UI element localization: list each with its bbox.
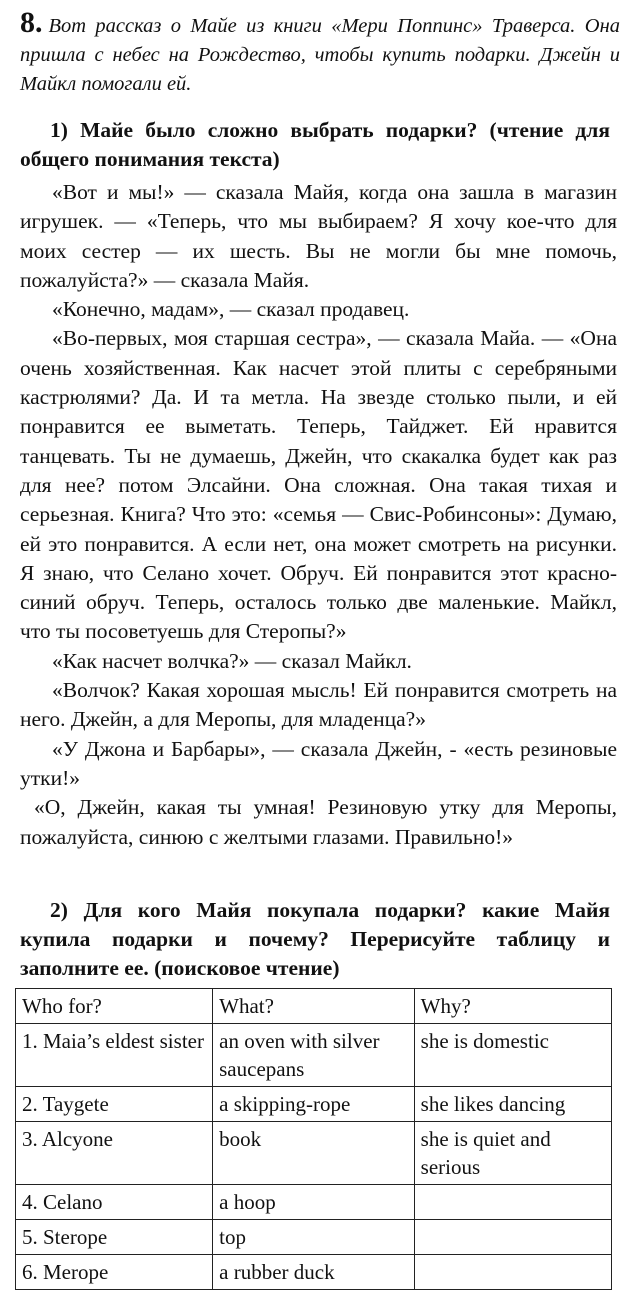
cell-who-for: 5. Sterope [16, 1220, 213, 1255]
cell-who-for: 2. Taygete [16, 1087, 213, 1122]
table-row [16, 1220, 612, 1255]
cell-why [414, 1255, 611, 1290]
story-paragraph: «Во-первых, моя старшая сестра», — сказала Майа. — «Она очень хозяйственная. Как насчет этой плиты с серебряными кастрюлями? Да. И та метла. На звезде столько пыли, и ей понравится ее выметать. Теперь, Тайджет. Ей нравится танцевать. Ты не думаешь, Джейн, что скакалка будет как раз для нее? потом Элсайни. Она сложная. Она такая тихая и серьезная. Книга? Что это: «семья — Свис-Робинсоны»: Думаю, ей это понравится. А если нет, она может смотреть на рисунки. Я знаю, что Селано хочет. Обруч. Ей понравится этот красно-синий обруч. Теперь, осталось только две маленькие. Майкл, что ты посоветуешь для Стеропы?» [20, 326, 617, 644]
cell-what: top [213, 1220, 415, 1255]
story-paragraph: «Волчок? Какая хорошая мысль! Ей понравится смотреть на него. Джейн, а для Меропы, для младенца?» [20, 678, 617, 732]
table-row [16, 1122, 612, 1185]
task-number: 8. [20, 6, 43, 39]
cell-who-for: 4. Celano [16, 1185, 213, 1220]
story-text [20, 178, 617, 852]
header-what: What? [213, 989, 415, 1024]
header-why: Why? [414, 989, 611, 1024]
table-row [16, 1024, 612, 1087]
cell-who-for: 6. Merope [16, 1255, 213, 1290]
story-paragraph: «У Джона и Барбары», — сказала Джейн, - «есть резиновые утки!» [20, 736, 617, 790]
cell-what: an oven with silver saucepans [213, 1024, 415, 1087]
story-paragraph: «Вот и мы!» — сказала Майя, когда она зашла в магазин игрушек. — «Теперь, что мы выбираем? Я хочу кое-что для моих сестер — их шесть. Вы не могли бы мне помочь, пожалуйста?» — сказала Майя. [20, 180, 617, 292]
cell-what: a rubber duck [213, 1255, 415, 1290]
story-paragraph: «О, Джейн, какая ты умная! Резиновую утку для Меропы, пожалуйста, синюю с желтыми глазами. Правильно!» [20, 795, 617, 849]
task-header [20, 8, 620, 99]
story-paragraph: «Конечно, мадам», — сказал продавец. [52, 297, 410, 322]
cell-why: she is quiet and serious [414, 1122, 611, 1185]
cell-what: a skipping-rope [213, 1087, 415, 1122]
cell-who-for: 1. Maia’s eldest sister [16, 1024, 213, 1087]
table-row [16, 1185, 612, 1220]
table-row [16, 1255, 612, 1290]
part2-title: 2) Для кого Майя покупала подарки? какие Майя купила подарки и почему? Перерисуйте таблицу и заполните ее. (поисковое чтение) [20, 898, 610, 980]
table-header-row [16, 989, 612, 1024]
cell-what: book [213, 1122, 415, 1185]
part1-title: 1) Майе было сложно выбрать подарки? (чтение для общего понимания текста) [20, 118, 610, 171]
cell-why: she likes dancing [414, 1087, 611, 1122]
cell-why [414, 1185, 611, 1220]
table-row [16, 1087, 612, 1122]
answer-table [15, 988, 612, 1290]
task-intro: Вот рассказ о Майе из книги «Мери Поппинс» Траверса. Она пришла с небес на Рождество, чтобы купить подарки. Джейн и Майкл помогали ей. [20, 15, 620, 95]
cell-who-for: 3. Alcyone [16, 1122, 213, 1185]
cell-why: she is domestic [414, 1024, 611, 1087]
story-paragraph: «Как насчет волчка?» — сказал Майкл. [52, 648, 412, 673]
header-who-for: Who for? [16, 989, 213, 1024]
cell-why [414, 1220, 611, 1255]
cell-what: a hoop [213, 1185, 415, 1220]
